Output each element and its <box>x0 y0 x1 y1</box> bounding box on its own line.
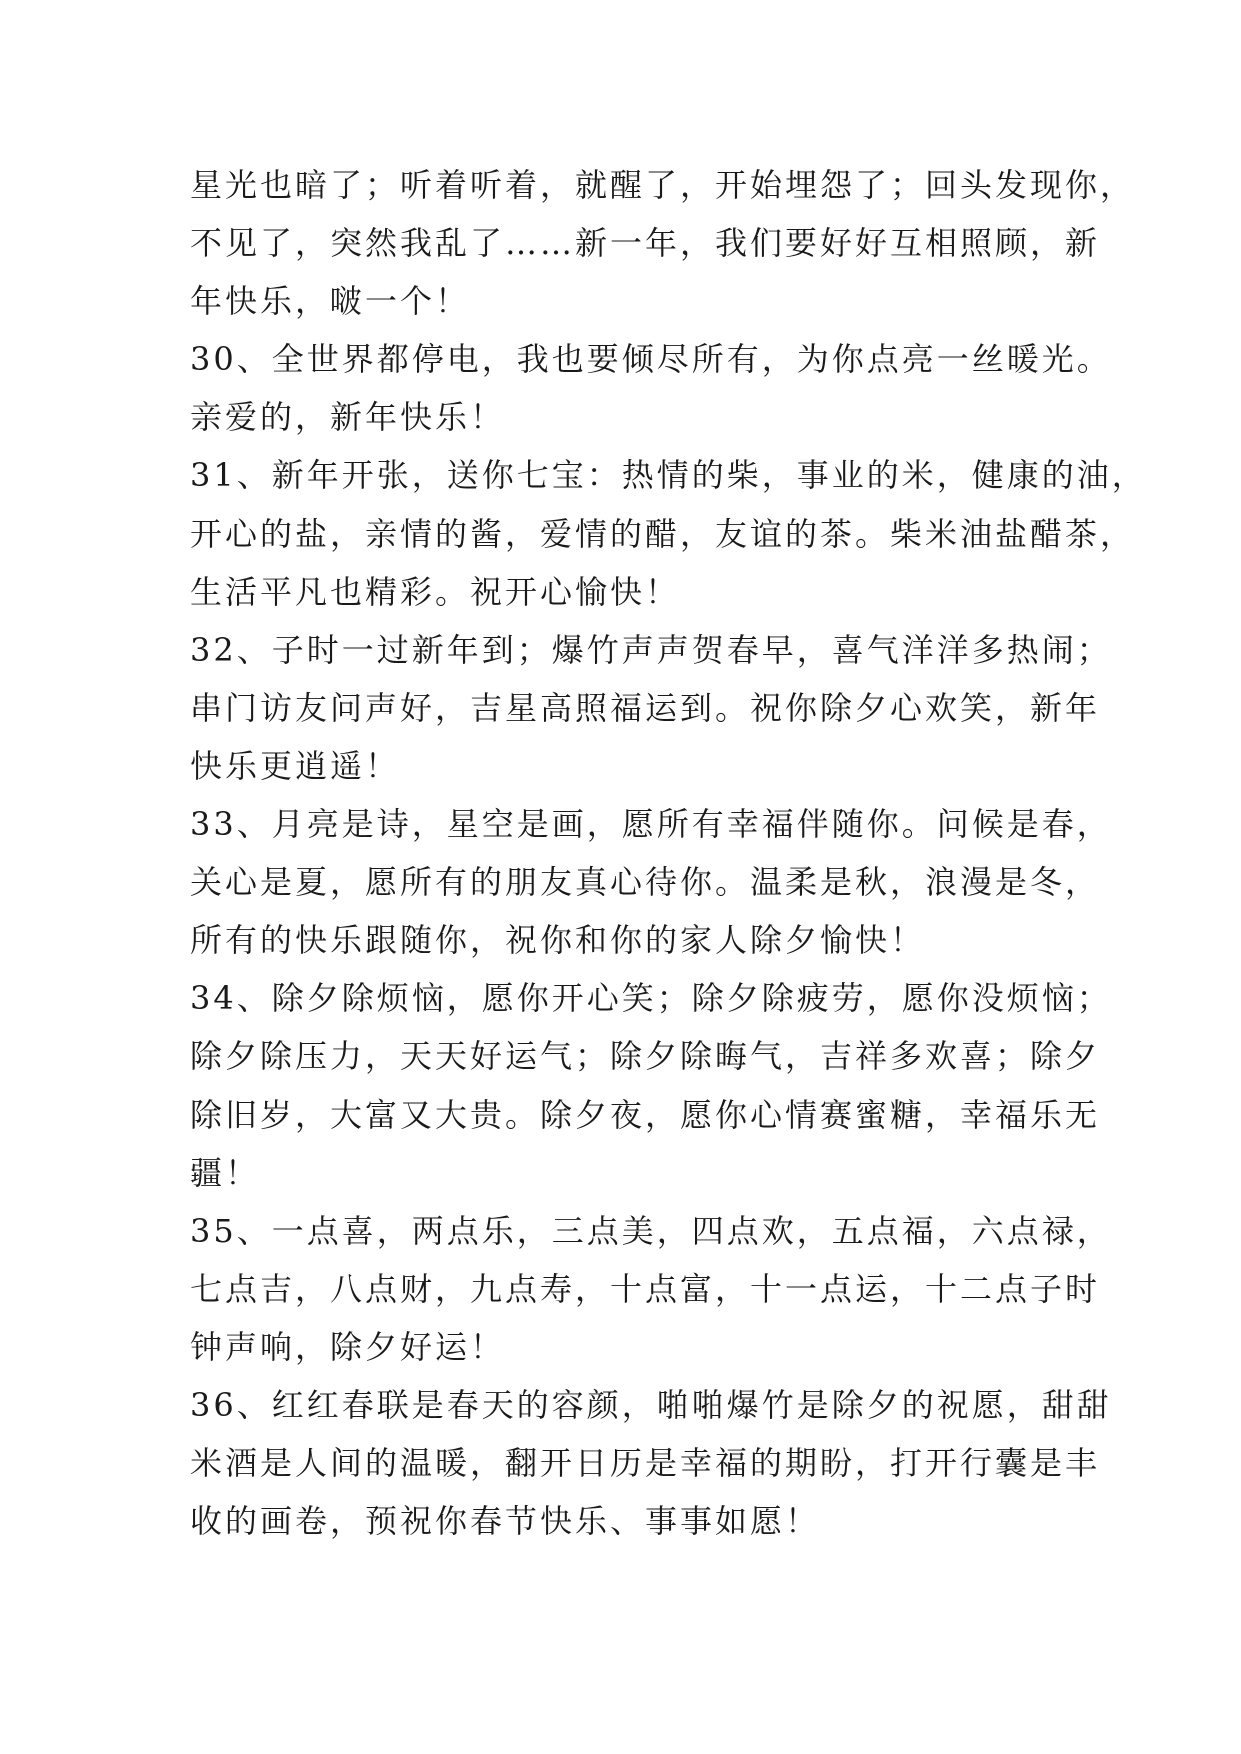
text-line: 钟声响，除夕好运！ <box>190 1327 506 1366</box>
text-line: 疆！ <box>190 1153 261 1192</box>
text-line: 35、一点喜，两点乐，三点美，四点欢，五点福，六点禄， <box>190 1211 1112 1250</box>
text-line: 星光也暗了；听着听着，就醒了，开始埋怨了；回头发现你， <box>190 166 1136 204</box>
text-line: 30、全世界都停电，我也要倾尽所有，为你点亮一丝暖光。 <box>190 340 1112 379</box>
text-line: 除夕除压力，天天好运气；除夕除晦气，吉祥多欢喜；除夕 <box>190 1037 1101 1076</box>
text-line: 所有的快乐跟随你，祝你和你的家人除夕愉快！ <box>190 921 926 960</box>
text-line: 米酒是人间的温暖，翻开日历是幸福的期盼，打开行囊是丰 <box>190 1444 1101 1483</box>
document-body <box>190 156 1147 1550</box>
text-line: 34、除夕除烦恼，愿你开心笑；除夕除疲劳，愿你没烦恼； <box>190 979 1112 1018</box>
text-line: 36、红红春联是春天的容颜，啪啪爆竹是除夕的祝愿，甜甜 <box>190 1385 1112 1424</box>
text-line: 年快乐，啵一个！ <box>190 282 471 321</box>
text-line: 串门访友问声好，吉星高照福运到。祝你除夕心欢笑，新年 <box>190 688 1101 727</box>
text-line: 32、子时一过新年到；爆竹声声贺春早，喜气洋洋多热闹； <box>190 630 1112 669</box>
text-line: 亲爱的，新年快乐！ <box>190 398 506 437</box>
text-line: 31、新年开张，送你七宝：热情的柴，事业的米，健康的油， <box>190 456 1147 495</box>
text-line: 快乐更逍遥！ <box>190 746 401 785</box>
text-line: 33、月亮是诗，星空是画，愿所有幸福伴随你。问候是春， <box>190 805 1112 844</box>
text-line: 七点吉，八点财，九点寿，十点富，十一点运，十二点子时 <box>190 1269 1101 1308</box>
text-line: 生活平凡也精彩。祝开心愉快！ <box>190 572 681 611</box>
text-line: 开心的盐，亲情的酱，爱情的醋，友谊的茶。柴米油盐醋茶， <box>190 514 1136 553</box>
text-line: 关心是夏，愿所有的朋友真心待你。温柔是秋，浪漫是冬， <box>190 863 1101 902</box>
text-line: 不见了，突然我乱了……新一年，我们要好好互相照顾，新 <box>190 224 1101 263</box>
text-line: 收的画卷，预祝你春节快乐、事事如愿！ <box>190 1502 821 1541</box>
text-line: 除旧岁，大富又大贵。除夕夜，愿你心情赛蜜糖，幸福乐无 <box>190 1095 1101 1134</box>
